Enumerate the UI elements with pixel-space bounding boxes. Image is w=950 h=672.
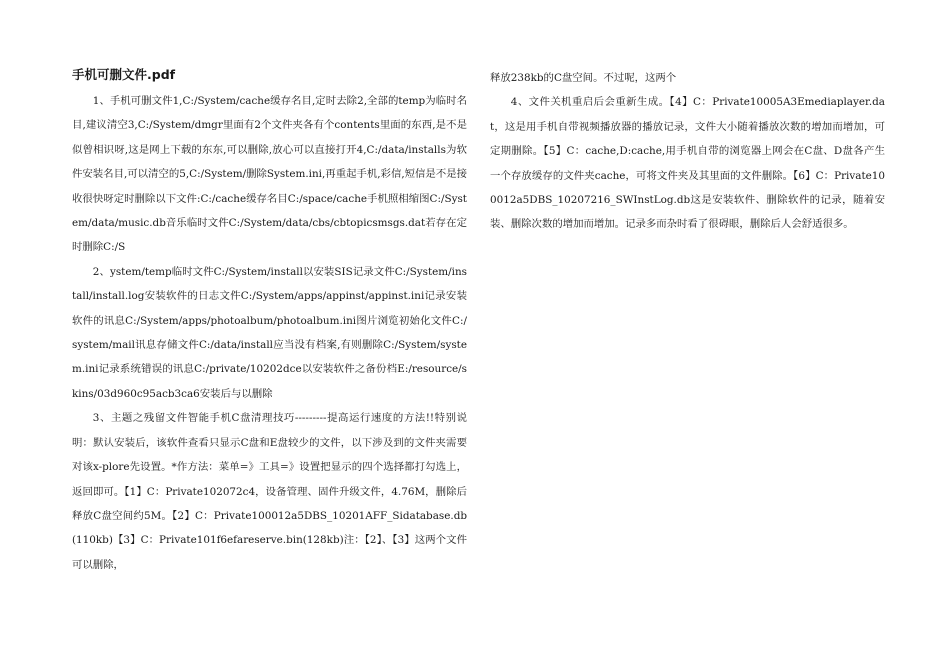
paragraph-4: 4、文件关机重启后会重新生成。【4】C：Private10005A3Emediaplayer.dat，这是用手机自带视频播放器的播放记录，文件大小随着播放次数的增加而增加，可定期删除。【5】C：cache,D:cache,用手机自带的浏览器上网会在C盘、D盘各产生一个存放缓存的文件夹cache，可将文件夹及其里面的文件删除。【6】C：Private100012a5DBS_10207216_SWInstLog.db这是安装软件、删除软件的记录，随着安装、删除次数的增加而增加。记录多而杂时看了很碍眼，删除后人会舒适很多。 [490, 96, 885, 231]
paragraph-3: 3、主题之残留文件智能手机C盘清理技巧---------提高运行速度的方法!!特别说明：默认安装后，该软件查看只显示C盘和E盘较少的文件，以下涉及到的文件夹需要对该x-plore先设置。*作方法：菜单=》工具=》设置把显示的四个选择都打勾选上，返回即可。【1】C：Private102072c4，设备管理、固件升级文件，4.76M，删除后释放C盘空间约5M。【2】C：Private100012a5DBS_10201AFF_Sidatabase.db(110kb)【3】C：Private101f6efareserve.bin(128kb)注：【2】、【3】这两个文件可以删除， [72, 412, 467, 571]
paragraph-3-continuation: 释放238kb的C盘空间。不过呢，这两个 [490, 72, 677, 84]
paragraph-1: 1、手机可删文件1,C:/System/cache缓存名目,定时去除2,全部的temp为临时名目,建议清空3,C:/System/dmgr里面有2个文件夹各有个contents里面的东西,是不是似曾相识呀,这是网上下载的东东,可以删除,放心可以直接打开4,C:/data/installs为软件安装名目,可以清空的5,C:/System/删除System.ini,再重起手机,彩信,短信是不是接收很快呀定时删除以下文件:C:/cache缓存名目C:/space/cache手机照相缩图C:/System/data/music.db音乐临时文件C:/System/data/cbs/cbtopicsmsgs.dat若存在定时删除C:/S [72, 95, 467, 254]
paragraph-2: 2、ystem/temp临时文件C:/System/install以安装SIS记录文件C:/System/install/install.log安装软件的日志文件C:/System/apps/appinst/appinst.ini记录安装软件的讯息C:/System/apps/photoalbum/photoalbum.ini图片浏览初始化文件C:/system/mail讯息存储文件C:/data/install应当没有档案,有则删除C:/System/system.ini记录系统错误的讯息C:/private/10202dce以安装软件之备份档E:/resource/skins/03d960c95acb3ca6安装后与以删除 [72, 265, 467, 400]
right-column [490, 66, 885, 237]
document-title: 手机可删文件.pdf [72, 67, 176, 82]
left-column [72, 66, 467, 577]
